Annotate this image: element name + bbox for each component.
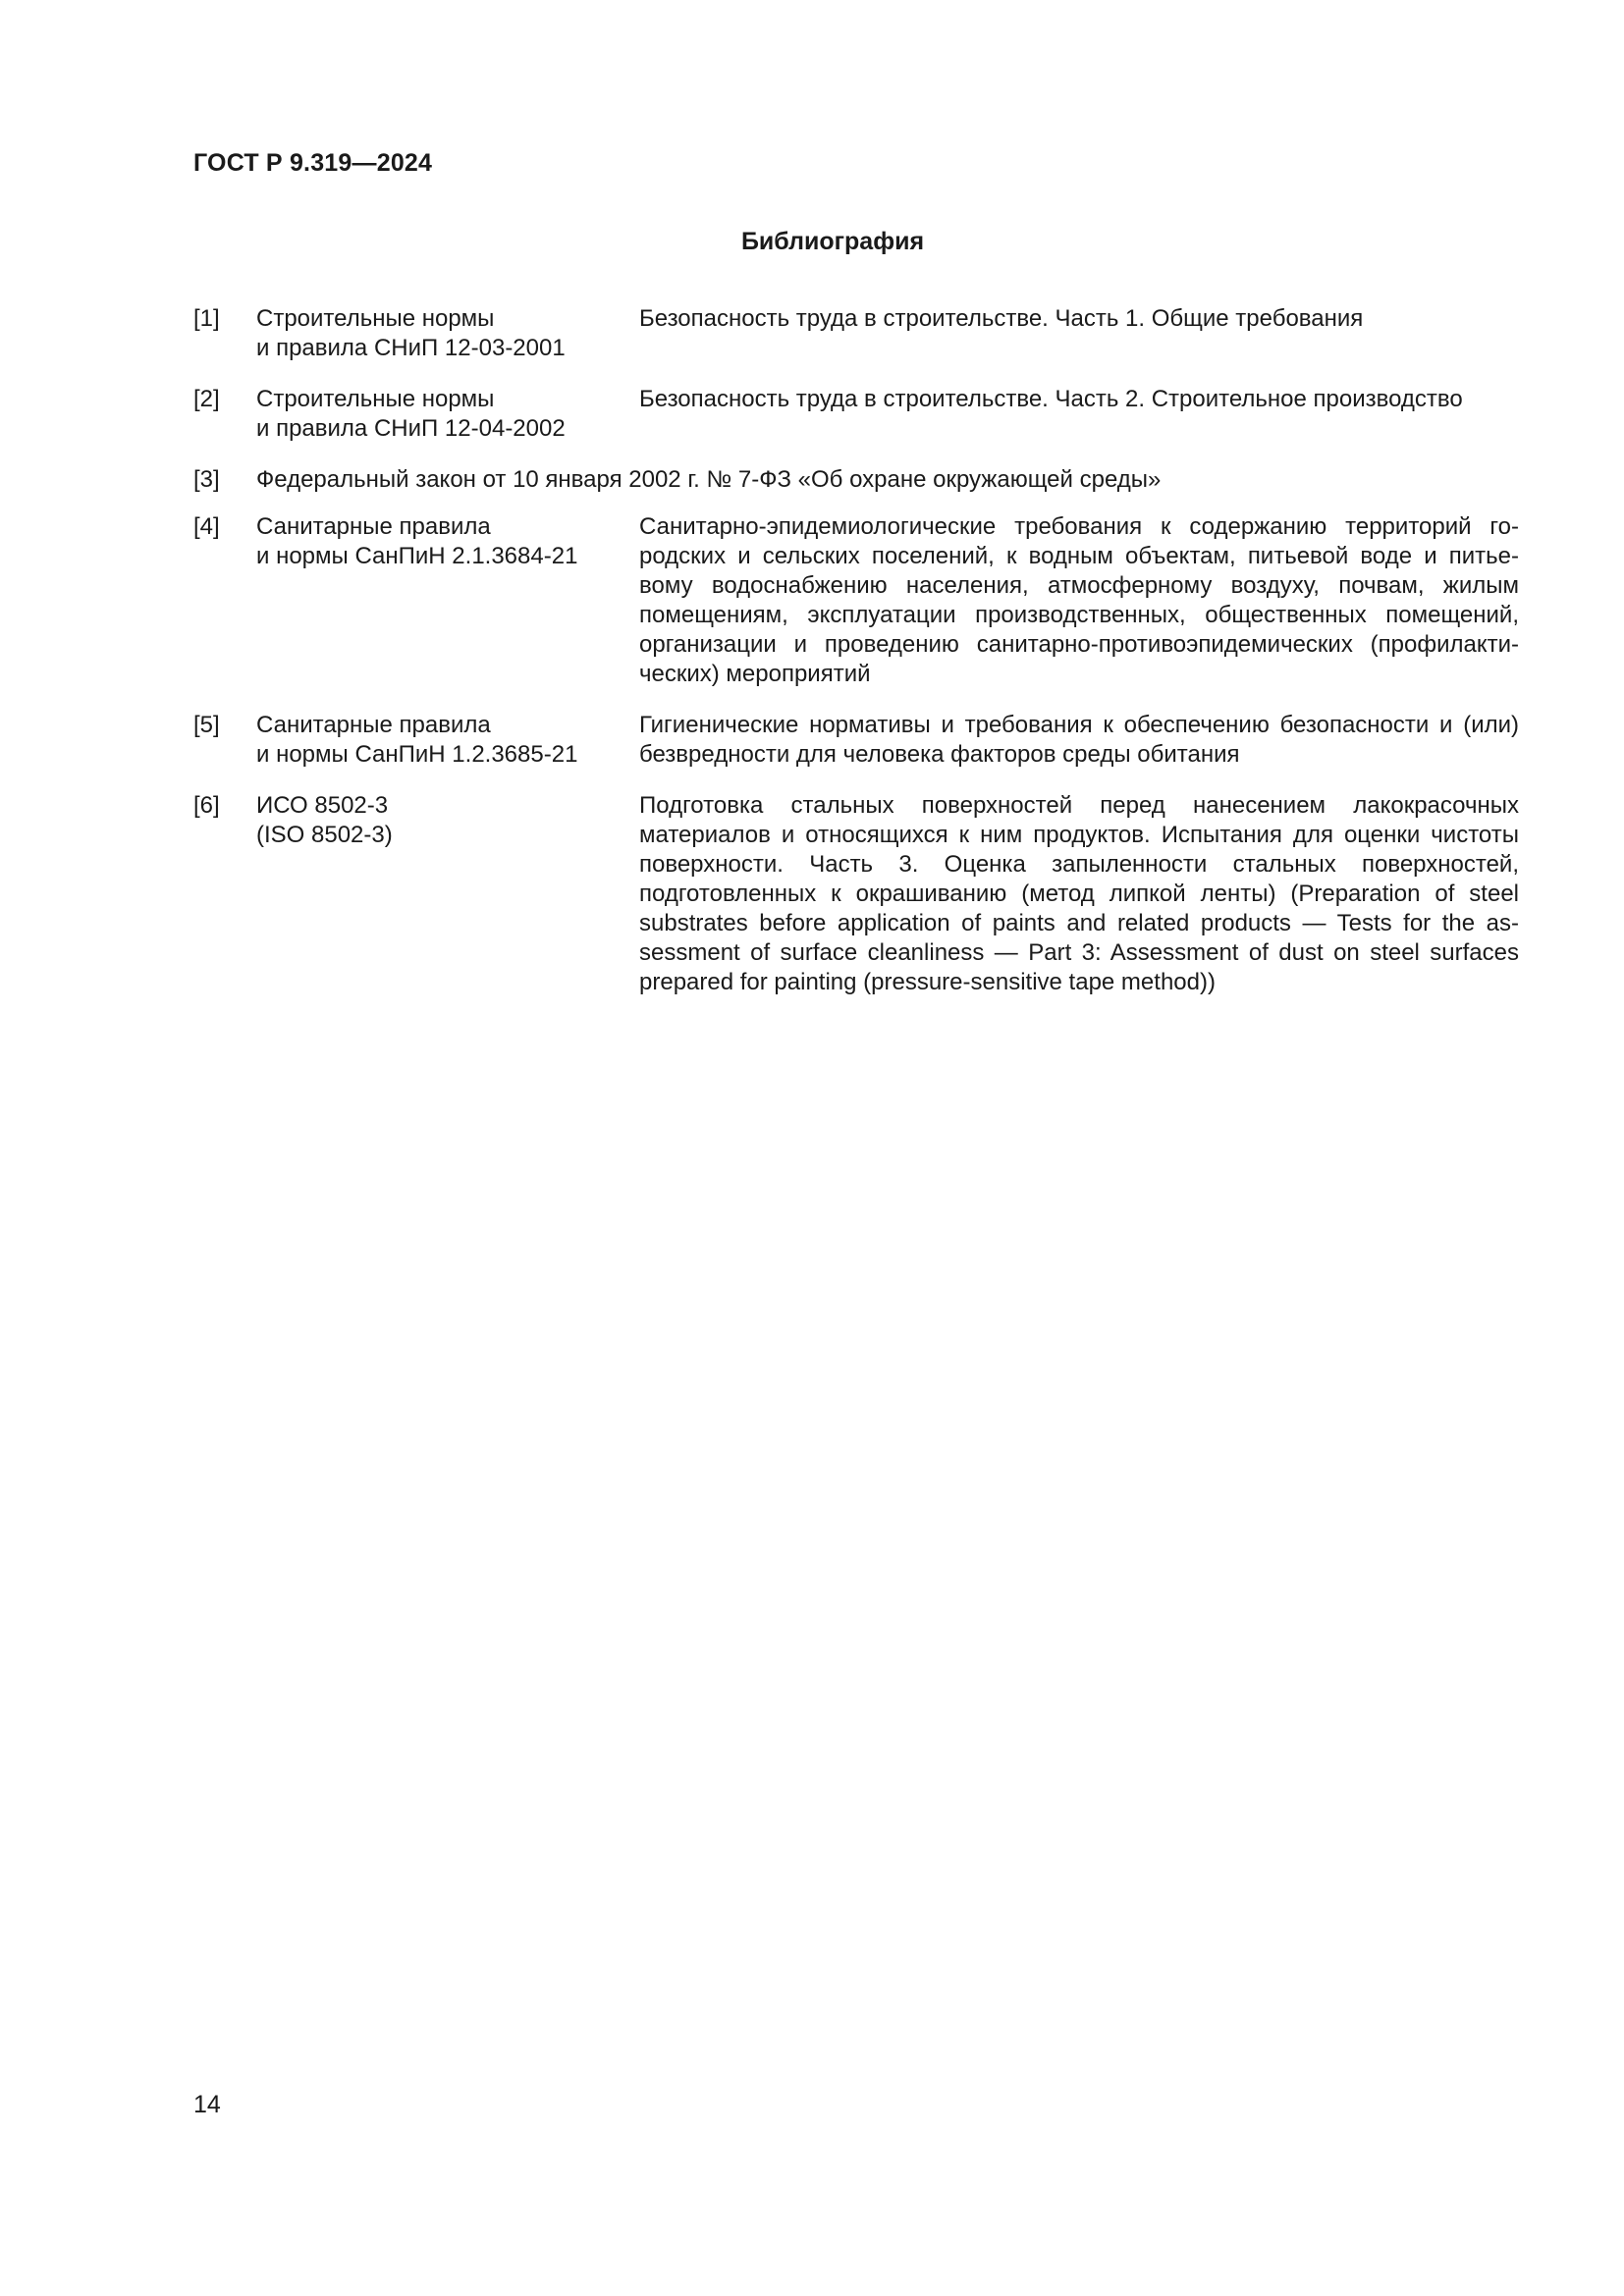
entry-source bbox=[256, 304, 639, 363]
entry-number: [2] bbox=[193, 386, 220, 412]
entry-source-line: Строительные нормы bbox=[256, 305, 495, 332]
entry-source bbox=[256, 711, 639, 770]
entry-description-line: Безопасность труда в строительстве. Часть 1. Общие требования bbox=[639, 305, 1364, 332]
entry-source-line: (ISO 8502-3) bbox=[256, 822, 393, 848]
entry-source bbox=[256, 791, 639, 850]
entry-source-line: и правила СНиП 12-03-2001 bbox=[256, 335, 566, 361]
entry-description-line: организации и проведению санитарно-противоэпидемических (профилакти- bbox=[639, 631, 1519, 658]
entry-source-line: ИСО 8502-3 bbox=[256, 792, 389, 819]
bibliography-entry-1 bbox=[193, 304, 1519, 363]
entry-description bbox=[639, 304, 1519, 334]
entry-description bbox=[639, 711, 1519, 770]
entry-number: [5] bbox=[193, 712, 220, 738]
entry-source-line: Санитарные правила bbox=[256, 513, 491, 540]
entry-description-line: подготовленных к окрашиванию (метод липкой ленты) (Preparation of steel bbox=[639, 881, 1519, 907]
entry-description bbox=[639, 791, 1519, 997]
entry-description-line: Гигиенические нормативы и требования к обеспечению безопасности и (или) bbox=[639, 712, 1519, 738]
entry-source-line: Санитарные правила bbox=[256, 712, 491, 738]
entry-description-line: prepared for painting (pressure-sensitive tape method)) bbox=[639, 969, 1216, 995]
page-number: 14 bbox=[193, 2091, 221, 2118]
entry-description-line: sessment of surface cleanliness — Part 3: Assessment of dust on steel surfaces bbox=[639, 939, 1519, 966]
entry-description-line: родских и сельских поселений, к водным объектам, питьевой воде и питье- bbox=[639, 543, 1519, 569]
entry-source-line: и правила СНиП 12-04-2002 bbox=[256, 415, 566, 442]
entry-description bbox=[639, 385, 1519, 414]
entry-description-line: помещениям, эксплуатации производственных, общественных помещений, bbox=[639, 602, 1519, 628]
entry-description-line: Подготовка стальных поверхностей перед нанесением лакокрасочных bbox=[639, 792, 1519, 819]
entry-number: [1] bbox=[193, 305, 220, 332]
entry-number: [4] bbox=[193, 513, 220, 540]
bibliography-entry-5 bbox=[193, 711, 1519, 770]
entry-description-line: безвредности для человека факторов среды обитания bbox=[639, 741, 1240, 768]
document-code-header: ГОСТ Р 9.319—2024 bbox=[193, 149, 433, 177]
entry-description-line: Санитарно-эпидемиологические требования к содержанию территорий го- bbox=[639, 513, 1519, 540]
entry-description-line: вому водоснабжению населения, атмосферному воздуху, почвам, жилым bbox=[639, 572, 1519, 599]
entry-description-line: материалов и относящихся к ним продуктов. Испытания для оценки чистоты bbox=[639, 822, 1519, 848]
entry-source bbox=[256, 385, 639, 444]
section-title: Библиография bbox=[740, 228, 925, 255]
bibliography-entry-6 bbox=[193, 791, 1519, 997]
entry-source-line: и нормы СанПиН 2.1.3684-21 bbox=[256, 543, 578, 569]
entry-description-line: поверхности. Часть 3. Оценка запыленности стальных поверхностей, bbox=[639, 851, 1519, 878]
entry-source-line: и нормы СанПиН 1.2.3685-21 bbox=[256, 741, 578, 768]
entry-source bbox=[256, 512, 639, 571]
entry-number: [3] bbox=[193, 466, 220, 493]
entry-description-line: ческих) мероприятий bbox=[639, 661, 871, 687]
entry-description-line: Безопасность труда в строительстве. Часть 2. Строительное производство bbox=[639, 386, 1463, 412]
entry-number: [6] bbox=[193, 792, 220, 819]
entry-full-text: Федеральный закон от 10 января 2002 г. № 7-ФЗ «Об охране окружающей среды» bbox=[256, 466, 1162, 493]
bibliography-entry-2 bbox=[193, 385, 1519, 444]
bibliography-entry-3 bbox=[193, 465, 1519, 495]
entry-source-line: Строительные нормы bbox=[256, 386, 495, 412]
bibliography-entry-4 bbox=[193, 512, 1519, 689]
entry-description bbox=[639, 512, 1519, 689]
entry-description-line: substrates before application of paints and related products — Tests for the as- bbox=[639, 910, 1519, 936]
bibliography-list bbox=[193, 304, 1519, 1019]
